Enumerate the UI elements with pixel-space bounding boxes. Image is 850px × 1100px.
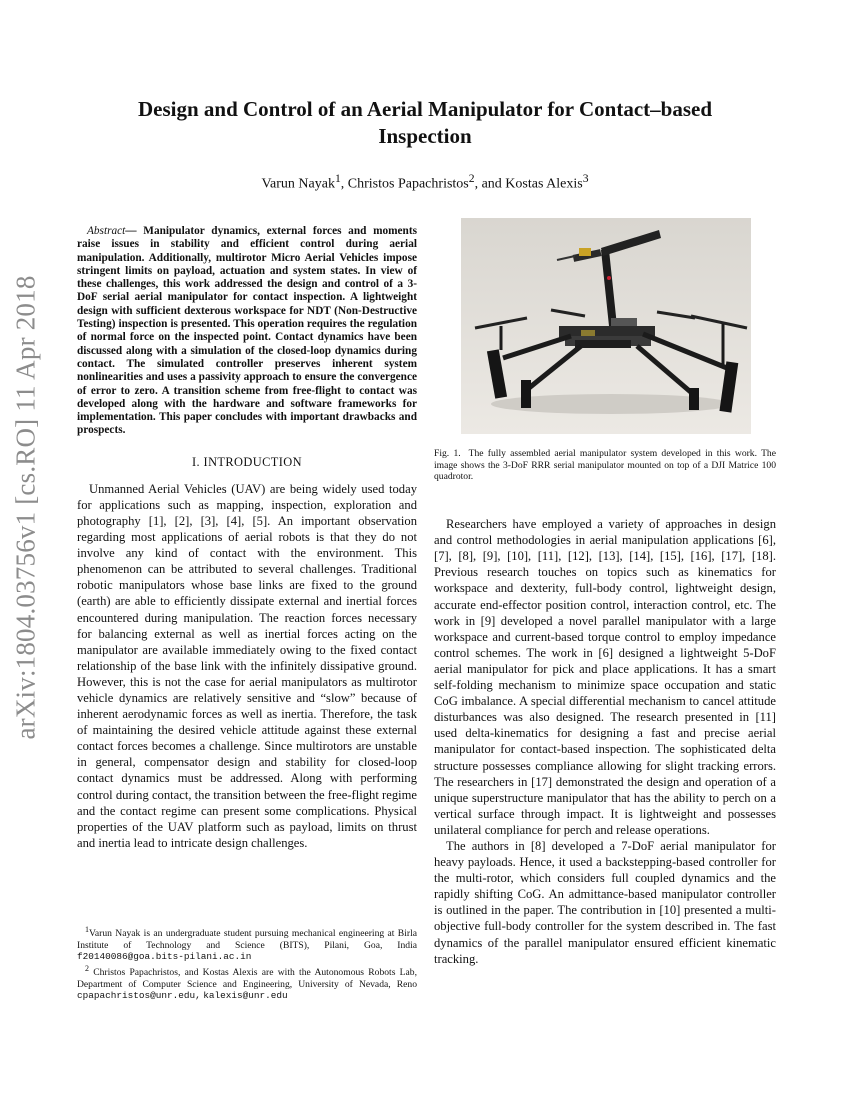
right-body-text (434, 516, 776, 967)
author-3-affil: 3 (582, 172, 589, 185)
title-line-1: Design and Control of an Aerial Manipulator for Contact–based (137, 97, 713, 121)
figure-1-caption-text: The fully assembled aerial manipulator system developed in this work. The image shows the 3-DoF RRR serial manipulator mounted on top of a DJI Matrice 100 quadrotor. (434, 448, 776, 483)
footnote-2-mark: 2 (85, 963, 89, 973)
abstract-label: Abstract (87, 225, 126, 237)
author-1-affil: 1 (334, 172, 341, 185)
title-line-2: Inspection (378, 124, 472, 148)
footnote-2-email-1: cpapachristos@unr.edu, (77, 990, 201, 1002)
paper-title (80, 96, 770, 150)
abstract-text: — Manipulator dynamics, external forces and moments raise issues in stability and efficient control during aerial manipulation. Additionally, multirotor Micro Aerial Vehicles impose stringent limits on payload, actuation and system states. In view of these challenges, this work addressed the design and control of a 3-DoF serial aerial manipulator for contact inspection. A lightweight design with sufficient dexterous workspace for NDT (Non-Destructive Testing) inspection is presented. This operation requires the regulation of normal force on the inspected point. Contact dynamics have been discussed along with a simulation of the closed-loop dynamics during contact. The simulated controller preserves inherent system nonlinearities and uses a passivity approach to ensure the convergence of error to zero. A transition scheme from free-flight to contact was developed along with the hardware and software frameworks for implementation. This paper concludes with important drawbacks and prospects. (77, 225, 417, 437)
author-2: , Christos Papachristos (340, 176, 469, 192)
author-list (80, 172, 770, 193)
footnote-2 (77, 963, 417, 1002)
author-2-affil: 2 (468, 172, 475, 185)
figure-1-photo (461, 218, 751, 434)
footnote-1-email: f20140086@goa.bits-pilani.ac.in (77, 951, 252, 963)
footnote-1-text: Varun Nayak is an undergraduate student pursuing mechanical engineering at Birla Institute of Technology and Science (BITS), Pilani, Goa, India (77, 928, 417, 951)
right-column (434, 218, 776, 967)
left-column (77, 225, 417, 851)
footnote-1-mark: 1 (85, 925, 89, 934)
footnote-2-text: Christos Papachristos, and Kostas Alexis are with the Autonomous Robots Lab, Department of Computer Science and Engineering, University of Nevada, Reno (77, 967, 417, 990)
related-work-paragraph-1: Researchers have employed a variety of approaches in design and control methodologies in aerial manipulation applications [6], [7], [8], [9], [10], [11], [12], [13], [14], [15], [16], [17], [18]. Previous research touches on topics such as kinematics for workspace and dexterity, full-body control, lightweight design, accurate end-effector position control, interaction control, etc. The work in [9] developed a novel parallel manipulator with a large workspace and current-based torque control to employ impedance control schemes. The work in [6] designed a lightweight 5-DoF aerial manipulator for pick and place applications. It has a smart self-folding mechanism to minimize space occupation and static CoG imbalance. A special differential mechanism to cancel attitude disturbances was also designed. The research presented in [11] used delta-kinematics for designing a fast and precise aerial manipulator for contact-based inspection. The sophisticated delta structure possesses compliance allowing for slight tracking errors. The researchers in [17] demonstrated the design and operation of a unique superstructure manipulator that has the ability to perch on a vertical surface through impact. It is lightweight and possesses unilateral compliance for perch and release operations. (434, 517, 776, 837)
arxiv-identifier (6, 274, 46, 740)
figure-1-caption (434, 448, 776, 483)
arxiv-id-text: arXiv:1804.03756v1 [cs.RO] 11 Apr 2018 (10, 274, 41, 740)
related-work-paragraph-2: The authors in [8] developed a 7-DoF aerial manipulator for heavy payloads. Hence, it used a backstepping-based controller for the multi-rotor, which considers full coupled dynamics and the rapidly shifting CoG. An admittance-based manipulator controller is outlined in the paper. The contribution in [10] presented a multi-objective full-body controller for the system described in. The fast dynamics of the parallel manipulator ensured efficient kinematic tracking. (434, 838, 776, 966)
intro-paragraph: Unmanned Aerial Vehicles (UAV) are being widely used today for applications such as mapping, inspection, exploration and photography [1], [2], [3], [4], [5]. An important observation regarding most applications of aerial robots is that they do not involve any kind of contact with the environment. This phenomenon can be attributed to several challenges. Traditional robotic manipulators whose base links are fixed to the ground (earth) are able to efficiently dissipate external and inertial forces encountered during manipulation. The reaction forces necessary for balancing external as well as inertial forces acting on the manipulator are available immediately owing to the fixed contact relationship of the base link with the infinitely dissipative ground. However, this is not the case for aerial manipulators as multirotor vehicle dynamics are relatively sensitive and “slow” because of inherent aerodynamic forces as well as inertia. Therefore, the task of maintaining the desired vehicle attitude against these external contact forces becomes a challenge. Since multirotors are unstable in general, compensator design and stability for closed-loop contact dynamics must be addressed. Along with performing control during contact, the transition between the free-flight regime and the contact regime can present some complications. Physical properties of the UAV platform such as payload, limits on thrust and inertia lead to intricate design challenges. (77, 481, 417, 850)
section-heading-introduction: I. INTRODUCTION (192, 454, 302, 469)
footnotes (77, 924, 417, 1002)
abstract (77, 225, 417, 438)
aerial-manipulator-drone-image (461, 218, 751, 434)
figure-1-label: Fig. 1. (434, 448, 461, 459)
author-3: , and Kostas Alexis (474, 176, 583, 192)
author-1: Varun Nayak (261, 176, 335, 192)
footnote-2-email-2: kalexis@unr.edu (203, 990, 288, 1002)
footnote-1 (77, 924, 417, 963)
